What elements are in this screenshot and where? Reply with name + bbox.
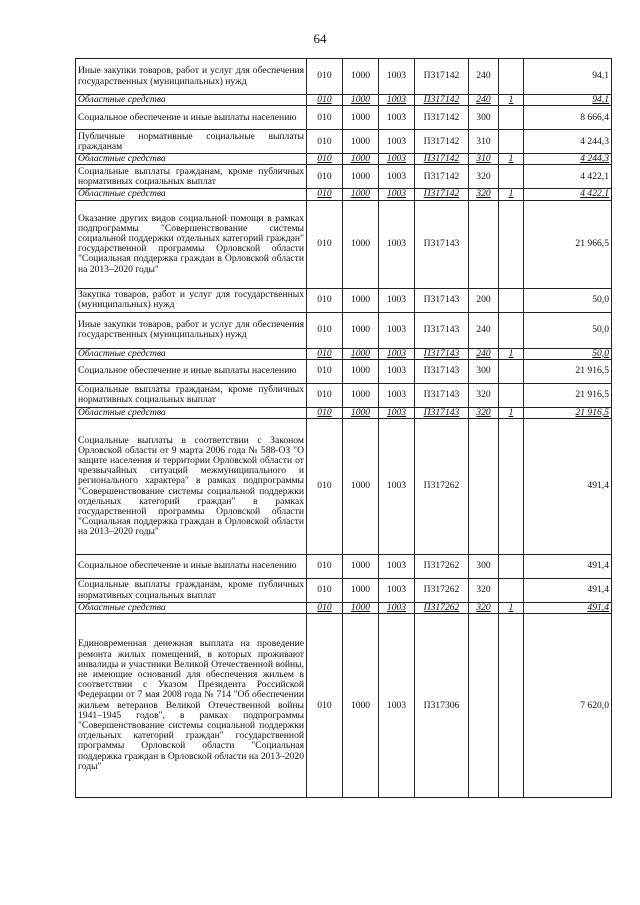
- section-code-cell: 1000: [343, 288, 379, 312]
- amount-cell: 491,4: [524, 579, 612, 603]
- funding-source-cell: [499, 106, 524, 130]
- subsection-code-cell: 1003: [379, 189, 415, 200]
- section-code-cell: 1000: [343, 348, 379, 359]
- expense-type-cell: [469, 614, 499, 798]
- funding-source-cell: [499, 614, 524, 798]
- target-article-cell: П317142: [415, 189, 469, 200]
- target-article-cell: П317143: [415, 348, 469, 359]
- description-cell: Публичные нормативные социальные выплаты гражданам: [76, 130, 307, 154]
- expense-type-cell: 320: [469, 383, 499, 407]
- funding-source-cell: [499, 59, 524, 95]
- description-cell: Социальное обеспечение и иные выплаты населению: [76, 555, 307, 579]
- regional-funds-row: [76, 95, 612, 106]
- expense-type-cell: 300: [469, 555, 499, 579]
- target-article-cell: П317262: [415, 603, 469, 614]
- regional-funds-row: [76, 348, 612, 359]
- funding-source-cell: 1: [499, 154, 524, 165]
- table-row: [76, 555, 612, 579]
- budget-table-body: [76, 59, 612, 798]
- ministry-code-cell: 010: [307, 189, 343, 200]
- expense-type-cell: 300: [469, 106, 499, 130]
- amount-cell: 50,0: [524, 288, 612, 312]
- table-row: [76, 200, 612, 288]
- regional-funds-row: [76, 189, 612, 200]
- ministry-code-cell: 010: [307, 95, 343, 106]
- section-code-cell: 1000: [343, 95, 379, 106]
- table-row: [76, 165, 612, 189]
- amount-cell: 21 916,5: [524, 407, 612, 418]
- target-article-cell: П317142: [415, 130, 469, 154]
- description-cell: Областные средства: [76, 154, 307, 165]
- regional-funds-row: [76, 154, 612, 165]
- target-article-cell: П317142: [415, 59, 469, 95]
- section-code-cell: 1000: [343, 130, 379, 154]
- section-code-cell: 1000: [343, 312, 379, 348]
- section-code-cell: 1000: [343, 165, 379, 189]
- description-cell: Областные средства: [76, 95, 307, 106]
- target-article-cell: П317143: [415, 288, 469, 312]
- description-cell: Иные закупки товаров, работ и услуг для обеспечения государственных (муниципальных) нужд: [76, 59, 307, 95]
- target-article-cell: П317143: [415, 407, 469, 418]
- ministry-code-cell: 010: [307, 130, 343, 154]
- section-code-cell: 1000: [343, 59, 379, 95]
- table-row: [76, 130, 612, 154]
- amount-cell: 21 966,5: [524, 200, 612, 288]
- subsection-code-cell: 1003: [379, 603, 415, 614]
- target-article-cell: П317143: [415, 200, 469, 288]
- ministry-code-cell: 010: [307, 359, 343, 383]
- ministry-code-cell: 010: [307, 579, 343, 603]
- funding-source-cell: 1: [499, 348, 524, 359]
- description-cell: Социальные выплаты гражданам, кроме публичных нормативных социальных выплат: [76, 383, 307, 407]
- table-row: [76, 59, 612, 95]
- subsection-code-cell: 1003: [379, 59, 415, 95]
- description-cell: Областные средства: [76, 407, 307, 418]
- subsection-code-cell: 1003: [379, 165, 415, 189]
- funding-source-cell: [499, 383, 524, 407]
- funding-source-cell: [499, 288, 524, 312]
- subsection-code-cell: 1003: [379, 312, 415, 348]
- page-number: 64: [313, 31, 327, 46]
- description-cell: Социальные выплаты гражданам, кроме публичных нормативных социальных выплат: [76, 579, 307, 603]
- subsection-code-cell: 1003: [379, 288, 415, 312]
- subsection-code-cell: 1003: [379, 579, 415, 603]
- funding-source-cell: 1: [499, 407, 524, 418]
- section-code-cell: 1000: [343, 359, 379, 383]
- ministry-code-cell: 010: [307, 419, 343, 555]
- funding-source-cell: [499, 200, 524, 288]
- subsection-code-cell: 1003: [379, 154, 415, 165]
- expense-type-cell: 320: [469, 407, 499, 418]
- target-article-cell: П317142: [415, 106, 469, 130]
- expense-type-cell: 310: [469, 154, 499, 165]
- table-row: [76, 359, 612, 383]
- expense-type-cell: 320: [469, 189, 499, 200]
- expense-type-cell: 200: [469, 288, 499, 312]
- description-cell: Областные средства: [76, 348, 307, 359]
- expense-type-cell: 240: [469, 312, 499, 348]
- amount-cell: 491,4: [524, 419, 612, 555]
- amount-cell: 94,1: [524, 95, 612, 106]
- ministry-code-cell: 010: [307, 555, 343, 579]
- section-code-cell: 1000: [343, 189, 379, 200]
- section-code-cell: 1000: [343, 154, 379, 165]
- subsection-code-cell: 1003: [379, 359, 415, 383]
- expense-type-cell: 310: [469, 130, 499, 154]
- expense-type-cell: [469, 419, 499, 555]
- target-article-cell: П317142: [415, 95, 469, 106]
- amount-cell: 8 666,4: [524, 106, 612, 130]
- funding-source-cell: [499, 555, 524, 579]
- subsection-code-cell: 1003: [379, 106, 415, 130]
- funding-source-cell: [499, 130, 524, 154]
- expense-type-cell: 320: [469, 165, 499, 189]
- description-cell: Социальные выплаты в соответствии с Законом Орловской области от 9 марта 2006 года № 588-ОЗ "О защите населения и территории Орловской области от чрезвычайных ситуаций межмуниципального и регионального характера" в рамках подпрограммы "Совершенствование системы социальной поддержки отдельных категорий граждан" в рамках государственной программы Орловской области "Социальная поддержка граждан в Орловской области на 2013–2020 годы": [76, 419, 307, 555]
- section-code-cell: 1000: [343, 555, 379, 579]
- expense-type-cell: 320: [469, 579, 499, 603]
- ministry-code-cell: 010: [307, 348, 343, 359]
- expense-type-cell: 320: [469, 603, 499, 614]
- funding-source-cell: [499, 312, 524, 348]
- description-cell: Социальное обеспечение и иные выплаты населению: [76, 359, 307, 383]
- description-cell: Социальное обеспечение и иные выплаты населению: [76, 106, 307, 130]
- ministry-code-cell: 010: [307, 383, 343, 407]
- ministry-code-cell: 010: [307, 312, 343, 348]
- amount-cell: 491,4: [524, 603, 612, 614]
- section-code-cell: 1000: [343, 407, 379, 418]
- subsection-code-cell: 1003: [379, 200, 415, 288]
- ministry-code-cell: 010: [307, 603, 343, 614]
- funding-source-cell: [499, 419, 524, 555]
- subsection-code-cell: 1003: [379, 383, 415, 407]
- description-cell: Областные средства: [76, 603, 307, 614]
- target-article-cell: П317142: [415, 165, 469, 189]
- funding-source-cell: [499, 165, 524, 189]
- table-row: [76, 383, 612, 407]
- subsection-code-cell: 1003: [379, 614, 415, 798]
- ministry-code-cell: 010: [307, 407, 343, 418]
- section-code-cell: 1000: [343, 579, 379, 603]
- amount-cell: 4 422,1: [524, 189, 612, 200]
- target-article-cell: П317143: [415, 383, 469, 407]
- description-cell: Областные средства: [76, 189, 307, 200]
- table-row: [76, 106, 612, 130]
- amount-cell: 50,0: [524, 312, 612, 348]
- regional-funds-row: [76, 603, 612, 614]
- target-article-cell: П317262: [415, 419, 469, 555]
- funding-source-cell: 1: [499, 189, 524, 200]
- target-article-cell: П317262: [415, 555, 469, 579]
- funding-source-cell: [499, 579, 524, 603]
- subsection-code-cell: 1003: [379, 95, 415, 106]
- ministry-code-cell: 010: [307, 200, 343, 288]
- subsection-code-cell: 1003: [379, 555, 415, 579]
- table-row: [76, 614, 612, 798]
- amount-cell: 21 916,5: [524, 359, 612, 383]
- funding-source-cell: [499, 359, 524, 383]
- target-article-cell: П317143: [415, 359, 469, 383]
- amount-cell: 94,1: [524, 59, 612, 95]
- description-cell: Оказание других видов социальной помощи в рамках подпрограммы "Совершенствование системы социальной поддержки отдельных категорий граждан" государственной программы Орловской области "Социальная поддержка граждан в Орловской области на 2013–2020 годы": [76, 200, 307, 288]
- description-cell: Единовременная денежная выплата на проведение ремонта жилых помещений, в которых проживают инвалиды и участники Великой Отечественной войны, не имеющие оснований для обеспечения жильем в соответствии с Указом Президента Российской Федерации от 7 мая 2008 года № 714 "Об обеспечении жильем ветеранов Великой Отечественной войны 1941–1945 годов", в рамках подпрограммы "Совершенствование системы социальной поддержки отдельных категорий граждан" государственной программы Орловской области "Социальная поддержка граждан в Орловской области на 2013–2020 годы": [76, 614, 307, 798]
- ministry-code-cell: 010: [307, 59, 343, 95]
- expense-type-cell: [469, 200, 499, 288]
- table-row: [76, 312, 612, 348]
- section-code-cell: 1000: [343, 419, 379, 555]
- amount-cell: 4 244,3: [524, 154, 612, 165]
- target-article-cell: П317262: [415, 579, 469, 603]
- ministry-code-cell: 010: [307, 106, 343, 130]
- ministry-code-cell: 010: [307, 154, 343, 165]
- amount-cell: 7 620,0: [524, 614, 612, 798]
- amount-cell: 50,0: [524, 348, 612, 359]
- amount-cell: 491,4: [524, 555, 612, 579]
- target-article-cell: П317306: [415, 614, 469, 798]
- amount-cell: 4 244,3: [524, 130, 612, 154]
- target-article-cell: П317143: [415, 312, 469, 348]
- amount-cell: 4 422,1: [524, 165, 612, 189]
- funding-source-cell: 1: [499, 603, 524, 614]
- amount-cell: 21 916,5: [524, 383, 612, 407]
- subsection-code-cell: 1003: [379, 407, 415, 418]
- table-row: [76, 288, 612, 312]
- section-code-cell: 1000: [343, 106, 379, 130]
- ministry-code-cell: 010: [307, 165, 343, 189]
- description-cell: Закупка товаров, работ и услуг для государственных (муниципальных) нужд: [76, 288, 307, 312]
- subsection-code-cell: 1003: [379, 348, 415, 359]
- expense-type-cell: 240: [469, 348, 499, 359]
- budget-table: [75, 58, 612, 798]
- ministry-code-cell: 010: [307, 614, 343, 798]
- section-code-cell: 1000: [343, 603, 379, 614]
- regional-funds-row: [76, 407, 612, 418]
- section-code-cell: 1000: [343, 614, 379, 798]
- table-row: [76, 579, 612, 603]
- expense-type-cell: 240: [469, 59, 499, 95]
- description-cell: Иные закупки товаров, работ и услуг для обеспечения государственных (муниципальных) нужд: [76, 312, 307, 348]
- section-code-cell: 1000: [343, 200, 379, 288]
- subsection-code-cell: 1003: [379, 130, 415, 154]
- description-cell: Социальные выплаты гражданам, кроме публичных нормативных социальных выплат: [76, 165, 307, 189]
- table-row: [76, 419, 612, 555]
- target-article-cell: П317142: [415, 154, 469, 165]
- expense-type-cell: 300: [469, 359, 499, 383]
- section-code-cell: 1000: [343, 383, 379, 407]
- subsection-code-cell: 1003: [379, 419, 415, 555]
- expense-type-cell: 240: [469, 95, 499, 106]
- ministry-code-cell: 010: [307, 288, 343, 312]
- funding-source-cell: 1: [499, 95, 524, 106]
